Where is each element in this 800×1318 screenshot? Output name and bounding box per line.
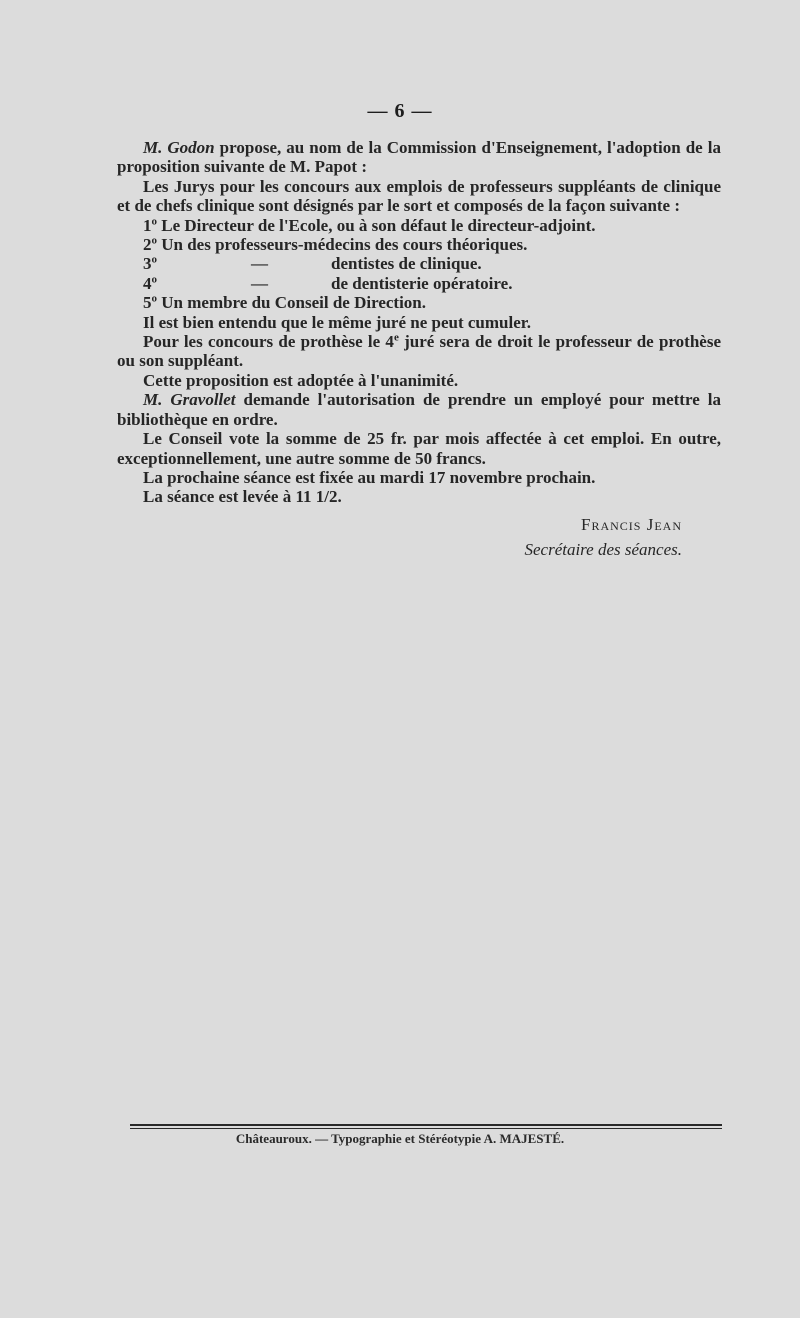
page-number: — 6 — <box>367 100 433 122</box>
minutes-body <box>117 138 721 507</box>
speaker-name: M. Godon <box>143 138 215 157</box>
signature-block <box>524 512 682 562</box>
paragraph-jurys: Les Jurys pour les concours aux emplois de professeurs suppléants de clinique et de chefs clinique sont désignés par le sort et composés de la façon suivante : <box>117 176 721 216</box>
list-item: 4$^o$ — de dentisterie opératoire. <box>143 273 513 293</box>
paragraph-next-meeting: La prochaine séance est fixée au mardi 17 novembre prochain. <box>143 467 596 487</box>
paragraph-godon <box>117 138 721 177</box>
paragraph-text: propose, au nom de la Commission d'Enseignement, l'adoption de la proposition suivante de M. Papot : <box>117 138 721 177</box>
ditto-dash: — <box>251 273 268 293</box>
list-item: 2$^o$ Un des professeurs-médecins des cours théoriques. <box>143 234 528 255</box>
ditto-dash: — <box>251 254 268 274</box>
paragraph-adoption: Cette proposition est adoptée à l'unanimité. <box>143 370 459 390</box>
list-item: 1$^o$ Le Directeur de l'Ecole, ou à son défaut le directeur-adjoint. <box>143 214 596 235</box>
signatory-name: Francis Jean <box>581 515 682 534</box>
printer-imprint: Châteauroux. — Typographie et Stéréotypie A. MAJESTÉ. <box>235 1131 565 1146</box>
speaker-name: M. Gravollet <box>143 390 236 410</box>
paragraph-gravollet: M. Gravollet demande l'autorisation de prendre un employé pour mettre la bibliothèque en ordre. <box>117 390 721 429</box>
paragraph-cumul: Il est bien entendu que le même juré ne peut cumuler. <box>143 312 531 332</box>
signatory-title: Secrétaire des séances. <box>524 540 682 559</box>
footer-rule <box>130 1124 722 1129</box>
list-item: 5$^o$ Un membre du Conseil de Direction. <box>143 292 427 313</box>
list-item: 3$^o$ — dentistes de clinique. <box>143 253 482 274</box>
paragraph-prothese: Pour les concours de prothèse le 4e juré sera de droit le professeur de prothèse ou son suppléant. <box>117 331 721 371</box>
paragraph-closing: La séance est levée à 11 1/2. <box>143 487 342 507</box>
paragraph-vote: Le Conseil vote la somme de 25 fr. par mois affectée à cet emploi. En outre, exceptionnellement, une autre somme de 50 francs. <box>117 429 721 468</box>
